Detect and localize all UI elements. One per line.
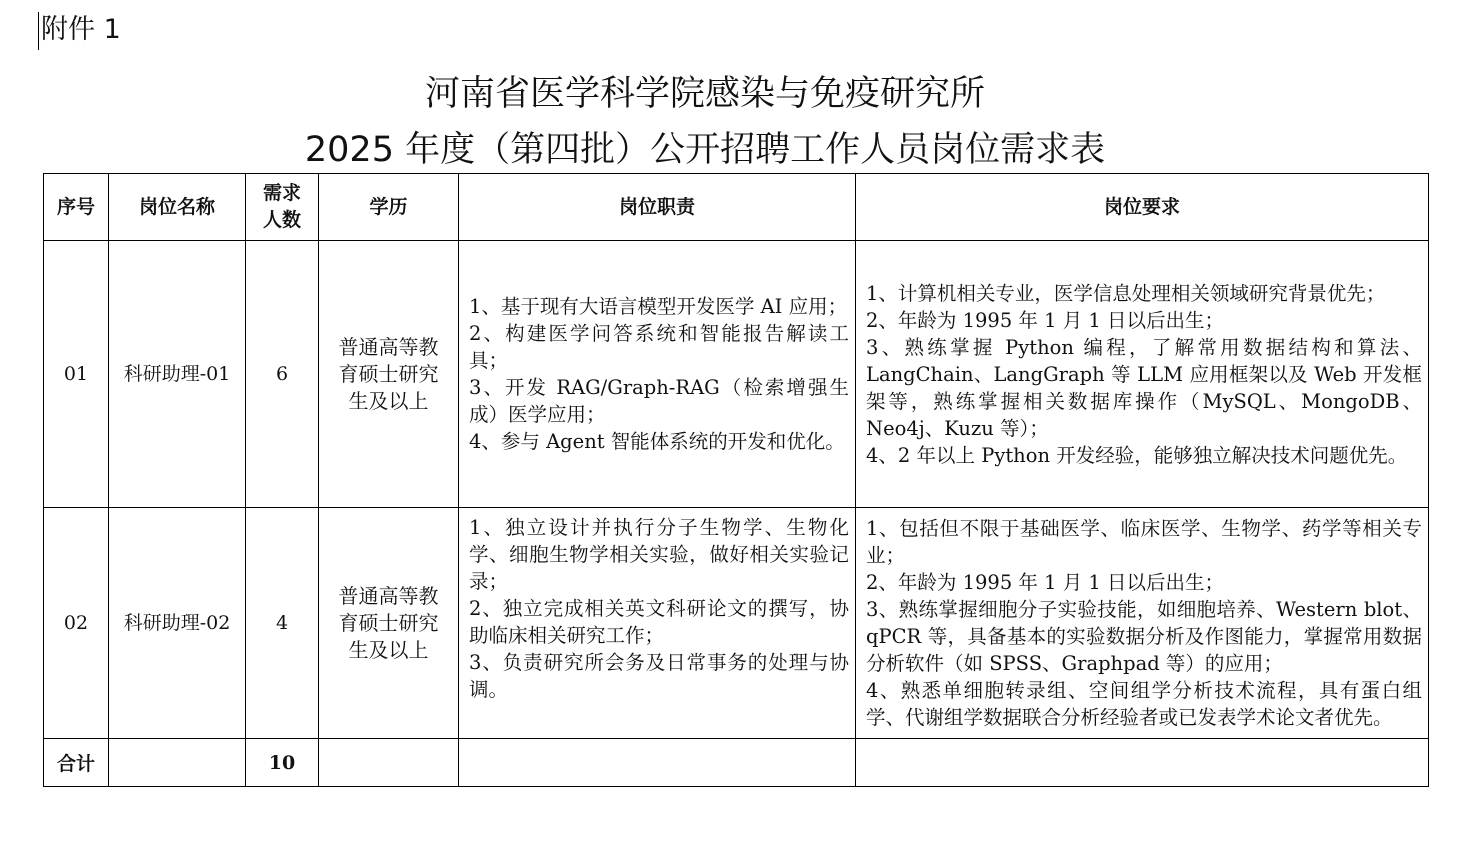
row-education: 普通高等教育硕士研究生及以上: [319, 508, 459, 739]
requirement-item: 2、年龄为 1995 年 1 月 1 日以后出生；: [866, 571, 1225, 594]
row-position: 科研助理-01: [109, 241, 246, 508]
duty-item: 3、开发 RAG/Graph-RAG（检索增强生成）医学应用；: [469, 376, 849, 426]
duty-item: 4、参与 Agent 智能体系统的开发和优化。: [469, 430, 845, 453]
requirement-item: 3、熟练掌握细胞分子实验技能，如细胞培养、Western blot、qPCR 等，具备基本的实验数据分析及作图能力，掌握常用数据分析软件（如 SPSS、Graphpad 等）的应用；: [866, 598, 1422, 675]
table-row: [44, 508, 1429, 739]
row-seq: 02: [44, 508, 109, 739]
total-empty-cell: [856, 739, 1429, 787]
row-position: 科研助理-02: [109, 508, 246, 739]
table-row: [44, 241, 1429, 508]
header-position: 岗位名称: [109, 174, 246, 241]
header-requirements: 岗位要求: [856, 174, 1429, 241]
header-count-line2: 人数: [262, 209, 301, 231]
duty-item: 1、独立设计并执行分子生物学、生物化学、细胞生物学相关实验，做好相关实验记录；: [469, 516, 849, 593]
row-count: 4: [246, 508, 319, 739]
requirement-item: 1、包括但不限于基础医学、临床医学、生物学、药学等相关专业；: [866, 517, 1422, 567]
header-seq: 序号: [44, 174, 109, 241]
duty-item: 3、负责研究所会务及日常事务的处理与协调。: [469, 651, 849, 701]
total-empty-cell: [319, 739, 459, 787]
header-education: 学历: [319, 174, 459, 241]
total-label: 合计: [44, 739, 109, 787]
table-header-row: [44, 174, 1429, 241]
attachment-label: 附件 1: [38, 12, 121, 50]
header-count: [246, 174, 319, 241]
row-duties: [459, 508, 856, 739]
table-total-row: [44, 739, 1429, 787]
row-education: 普通高等教育硕士研究生及以上: [319, 241, 459, 508]
position-requirements-table: [43, 173, 1429, 787]
row-requirements: [856, 508, 1429, 739]
duty-item: 2、独立完成相关英文科研论文的撰写，协助临床相关研究工作；: [469, 597, 849, 647]
requirement-item: 1、计算机相关专业，医学信息处理相关领域研究背景优先；: [866, 281, 1386, 305]
header-duties: 岗位职责: [459, 174, 856, 241]
document-title-line2: 2025 年度（第四批）公开招聘工作人员岗位需求表: [304, 130, 1106, 170]
row-duties: [459, 241, 856, 508]
total-empty-cell: [459, 739, 856, 787]
duty-item: 1、基于现有大语言模型开发医学 AI 应用；: [469, 295, 848, 318]
header-count-line1: 需求: [262, 182, 301, 204]
row-count: 6: [246, 241, 319, 508]
total-count: 10: [246, 739, 319, 787]
requirement-item: 4、2 年以上 Python 开发经验，能够独立解决技术问题优先。: [866, 443, 1408, 467]
duty-item: 2、构建医学问答系统和智能报告解读工具；: [469, 322, 849, 372]
requirement-item: 4、熟悉单细胞转录组、空间组学分析技术流程，具有蛋白组学、代谢组学数据联合分析经验者或已发表学术论文者优先。: [866, 679, 1422, 729]
row-seq: 01: [44, 241, 109, 508]
row-requirements: [856, 241, 1429, 508]
total-empty-cell: [109, 739, 246, 787]
document-title-line1: 河南省医学科学院感染与免疫研究所: [424, 74, 985, 114]
requirement-item: 3、熟练掌握 Python 编程，了解常用数据结构和算法、LangChain、LangGraph 等 LLM 应用框架以及 Web 开发框架等，熟练掌握相关数据库操作（MySQL、MongoDB、Neo4j、Kuzu 等）；: [866, 335, 1422, 440]
requirement-item: 2、年龄为 1995 年 1 月 1 日以后出生；: [866, 308, 1225, 332]
